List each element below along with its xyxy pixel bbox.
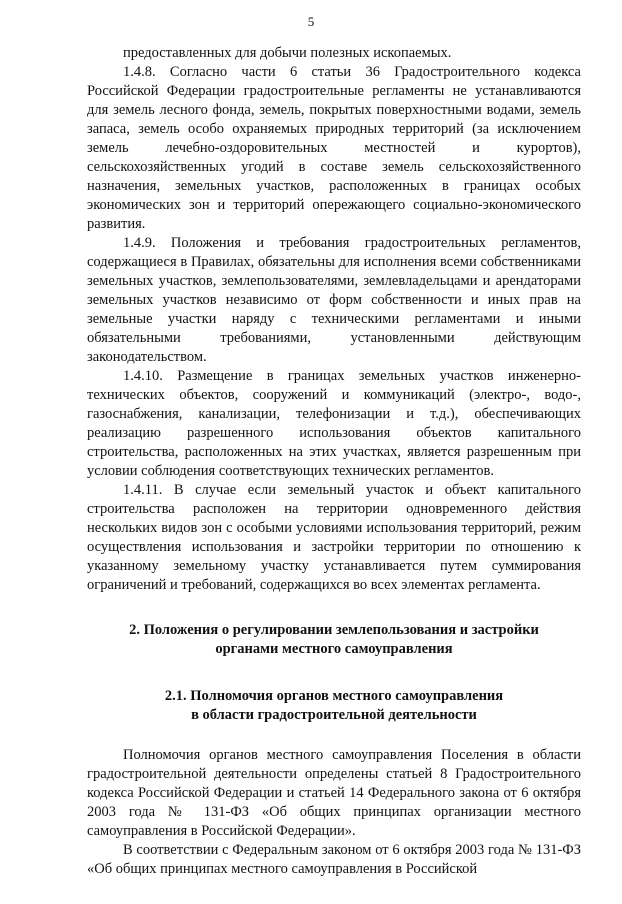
paragraph-1-4-8: 1.4.8. Согласно части 6 статьи 36 Градостроительного кодекса Российской Федерации градостроительные регламенты не устанавливаются для земель лесного фонда, земель, покрытых поверхностными водами, земель запаса, земель особо охраняемых природных территорий (за исключением земель лечебно-оздоровительных местностей и курортов), сельскохозяйственных угодий в составе земель сельскохозяйственного назначения, земельных участков, расположенных в границах особых экономических зон и территорий опережающего социально-экономического развития. — [87, 64, 581, 232]
paragraph-1-4-10: 1.4.10. Размещение в границах земельных участков инженерно-технических объектов, сооружений и коммуникаций (электро-, водо-, газоснабжения, канализации, телефонизации и т.д.), обеспечивающих реализацию разрешенного использования объектов капитального строительства, расположенных на этих участках, является разрешенным при условии соблюдения соответствующих технических регламентов. — [87, 368, 581, 479]
spacer — [87, 659, 581, 687]
paragraph-powers: Полномочия органов местного самоуправления Поселения в области градостроительной деятельности определены статьей 8 Градостроительного кодекса Российской Федерации и статьей 14 Федерального закона от 6 октября 2003 года № 131-ФЗ «Об общих принципах организации местного самоуправления в Российской Федерации». — [87, 747, 581, 839]
subsection-heading-line-2: в области градостроительной деятельности — [191, 707, 477, 723]
section-heading-line-1: 2. Положения о регулировании землепользования и застройки — [129, 622, 539, 638]
paragraph-1-4-9: 1.4.9. Положения и требования градостроительных регламентов, содержащиеся в Правилах, обязательны для исполнения всеми собственниками земельных участков, землепользователями, землевладельцами и арендаторами земельных участков независимо от форм собственности и иных прав на земельные участки наряду с техническими регламентами и иными обязательными требованиями, установленными действующим законодательством. — [87, 235, 581, 365]
document-body — [87, 44, 581, 879]
paragraph-continuation: предоставленных для добычи полезных ископаемых. — [123, 45, 452, 61]
paragraph-federal-law: В соответствии с Федеральным законом от 6 октября 2003 года № 131-ФЗ «Об общих принципах местного самоуправления в Российской — [87, 842, 581, 877]
spacer — [87, 725, 581, 746]
page-number: 5 — [307, 14, 315, 29]
section-heading-line-2: органами местного самоуправления — [215, 641, 453, 657]
subsection-heading — [87, 687, 581, 725]
subsection-heading-line-1: 2.1. Полномочия органов местного самоуправления — [164, 688, 504, 704]
paragraph-1-4-11: 1.4.11. В случае если земельный участок и объект капитального строительства расположен на территории одновременного действия нескольких видов зон с особыми условиями использования территорий, режим осуществления использования и застройки территории по отношению к указанному земельному участку устанавливается путем суммирования ограничений и требований, содержащихся во всех элементах регламента. — [87, 482, 581, 593]
spacer — [87, 595, 581, 621]
section-heading — [87, 621, 581, 659]
